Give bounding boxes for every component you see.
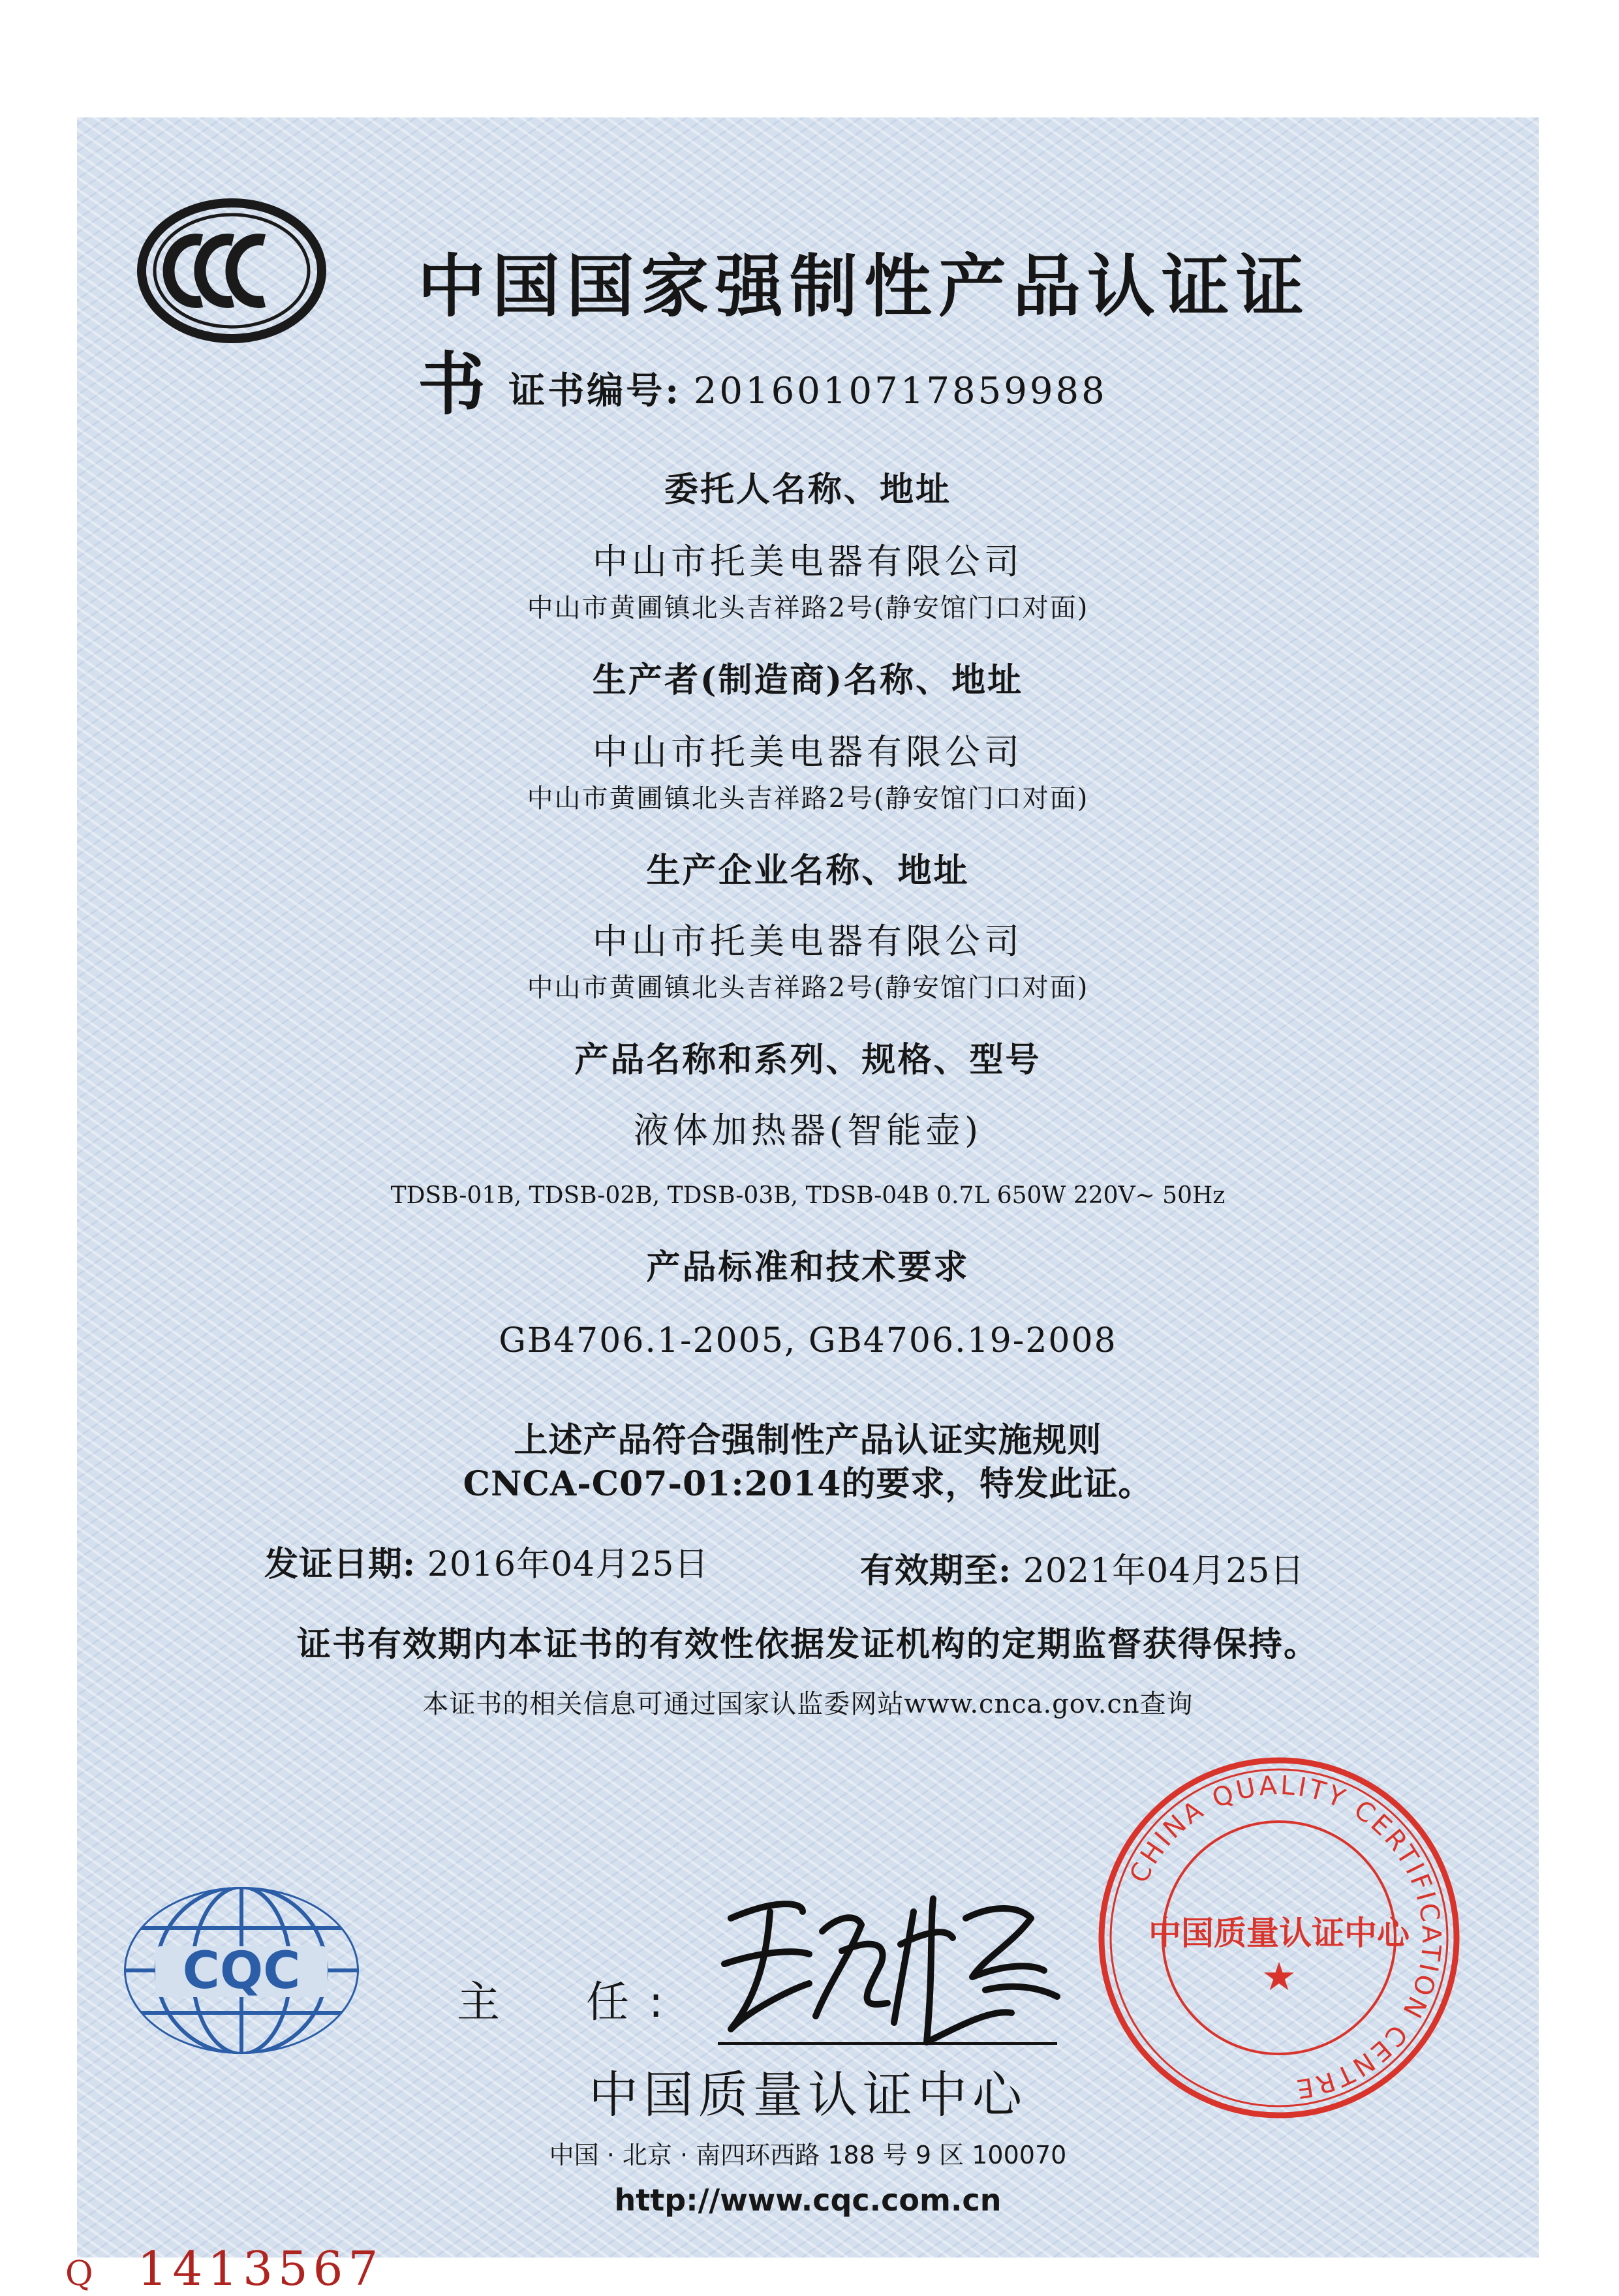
issuer-url: http://www.cqc.com.cn [614, 2182, 1002, 2218]
cqc-logo [117, 1882, 365, 2059]
serial-value: 1413567 [137, 2241, 384, 2296]
certificate-number [77, 362, 1539, 414]
issue-date [264, 1537, 709, 1585]
product-models: TDSB-01B, TDSB-02B, TDSB-03B, TDSB-04B 0.7L 650W 220V~ 50Hz [390, 1182, 1226, 1209]
product-heading: 产品名称和系列、规格、型号 [574, 1040, 1041, 1080]
client-address: 中山市黄圃镇北头吉祥路2号(静安馆门口对面) [527, 593, 1089, 623]
issuer-name: 中国质量认证中心 [589, 2066, 1027, 2124]
conformity-line2: CNCA-C07-01:2014的要求，特发此证。 [463, 1464, 1153, 1504]
seal-inner-text: 中国质量认证中心 [1149, 1914, 1410, 1952]
issue-date-label: 发证日期: [264, 1544, 416, 1584]
conformity-line1: 上述产品符合强制性产品认证实施规则 [514, 1420, 1102, 1460]
client-name: 中山市托美电器有限公司 [593, 541, 1023, 582]
manufacturer-heading: 生产者(制造商)名称、地址 [592, 660, 1024, 700]
official-seal [1090, 1749, 1468, 2127]
query-note: 本证书的相关信息可通过国家认监委网站www.cnca.gov.cn查询 [422, 1689, 1194, 1719]
cqc-logo-text: CQC [182, 1942, 301, 2000]
ccc-logo [134, 196, 330, 346]
serial-prefix: Q [65, 2254, 99, 2293]
standards-heading: 产品标准和技术要求 [646, 1247, 970, 1287]
factory-name: 中山市托美电器有限公司 [593, 921, 1023, 962]
client-heading: 委托人名称、地址 [664, 470, 951, 510]
expiry-date-value: 2021年04月25日 [1023, 1552, 1305, 1591]
expiry-date [860, 1543, 1304, 1592]
issuer-address: 中国 · 北京 · 南四环西路 188 号 9 区 100070 [549, 2141, 1067, 2169]
director-label: 主 任: [457, 1977, 683, 2027]
factory-address: 中山市黄圃镇北头吉祥路2号(静安馆门口对面) [527, 973, 1089, 1003]
manufacturer-name: 中山市托美电器有限公司 [593, 731, 1023, 773]
cert-no-value: 2016010717859988 [693, 370, 1107, 412]
issue-date-value: 2016年04月25日 [427, 1545, 709, 1584]
seal-outer-text: CHINA QUALITY CERTIFICATION CENTRE [1124, 1770, 1447, 2104]
serial-number [65, 2241, 383, 2296]
product-name: 液体加热器(智能壶) [633, 1110, 983, 1151]
expiry-date-label: 有效期至: [860, 1551, 1012, 1591]
svg-text:★: ★ [1261, 1954, 1297, 2000]
factory-heading: 生产企业名称、地址 [646, 851, 970, 891]
standards-value: GB4706.1-2005, GB4706.19-2008 [499, 1321, 1117, 1360]
director-signature [705, 1873, 1070, 2062]
manufacturer-address: 中山市黄圃镇北头吉祥路2号(静安馆门口对面) [527, 784, 1089, 814]
cert-no-label: 证书编号: [508, 369, 681, 412]
certificate-title: 中国国家强制性产品认证证书 [418, 247, 1311, 424]
validity-note: 证书有效期内本证书的有效性依据发证机构的定期监督获得保持。 [296, 1625, 1319, 1664]
